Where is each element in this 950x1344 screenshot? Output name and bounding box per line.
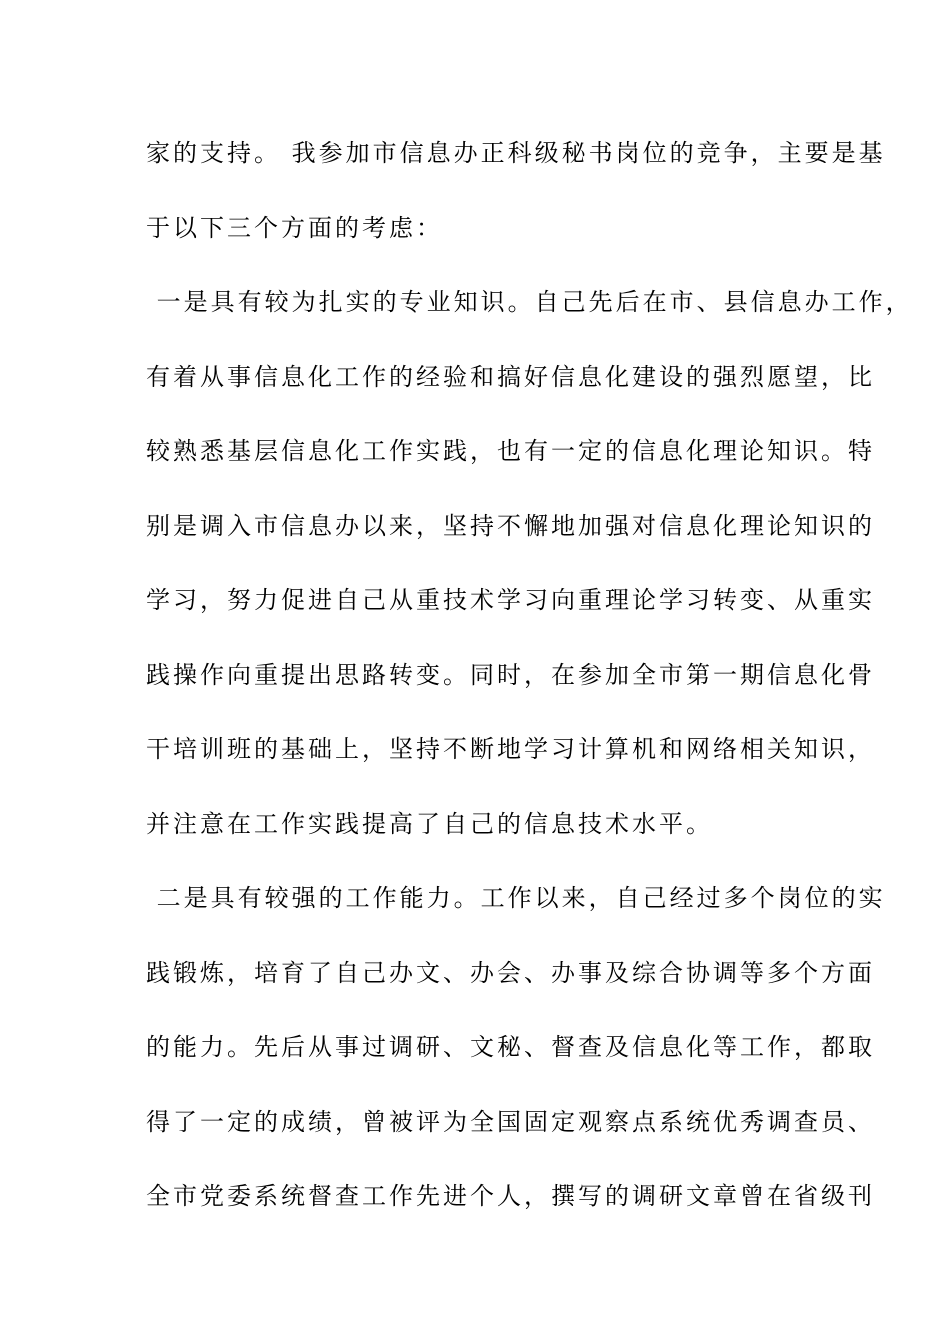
text-line: 践操作向重提出思路转变。同时，在参加全市第一期信息化骨 bbox=[146, 660, 875, 689]
text-line: 得了一定的成绩，曾被评为全国固定观察点系统优秀调查员、 bbox=[146, 1107, 875, 1136]
text-line: 于以下三个方面的考虑： bbox=[146, 213, 443, 242]
text-line: 的能力。先后从事过调研、文秘、督查及信息化等工作，都取 bbox=[146, 1033, 875, 1061]
text-line: 学习，努力促进自己从重技术学习向重理论学习转变、从重实 bbox=[146, 586, 875, 614]
text-line: 践锻炼，培育了自己办文、办会、办事及综合协调等多个方面 bbox=[146, 958, 875, 987]
text-line: 有着从事信息化工作的经验和搞好信息化建设的强烈愿望，比 bbox=[146, 362, 875, 391]
text-line: 干培训班的基础上，坚持不断地学习计算机和网络相关知识， bbox=[146, 735, 875, 763]
text-line: 家的支持。 我参加市信息办正科级秘书岗位的竞争，主要是基 bbox=[146, 139, 886, 167]
text-line: 较熟悉基层信息化工作实践，也有一定的信息化理论知识。特 bbox=[146, 437, 875, 465]
text-line: 二是具有较强的工作能力。工作以来，自己经过多个岗位的实 bbox=[146, 884, 886, 912]
body-text bbox=[146, 131, 913, 1249]
text-line: 别是调入市信息办以来，坚持不懈地加强对信息化理论知识的 bbox=[146, 511, 875, 540]
text-line: 一是具有较为扎实的专业知识。自己先后在市、县信息办工作， bbox=[146, 288, 913, 316]
text-line: 并注意在工作实践提高了自己的信息技术水平。 bbox=[146, 809, 713, 838]
text-line: 全市党委系统督查工作先进个人，撰写的调研文章曾在省级刊 bbox=[146, 1182, 875, 1210]
